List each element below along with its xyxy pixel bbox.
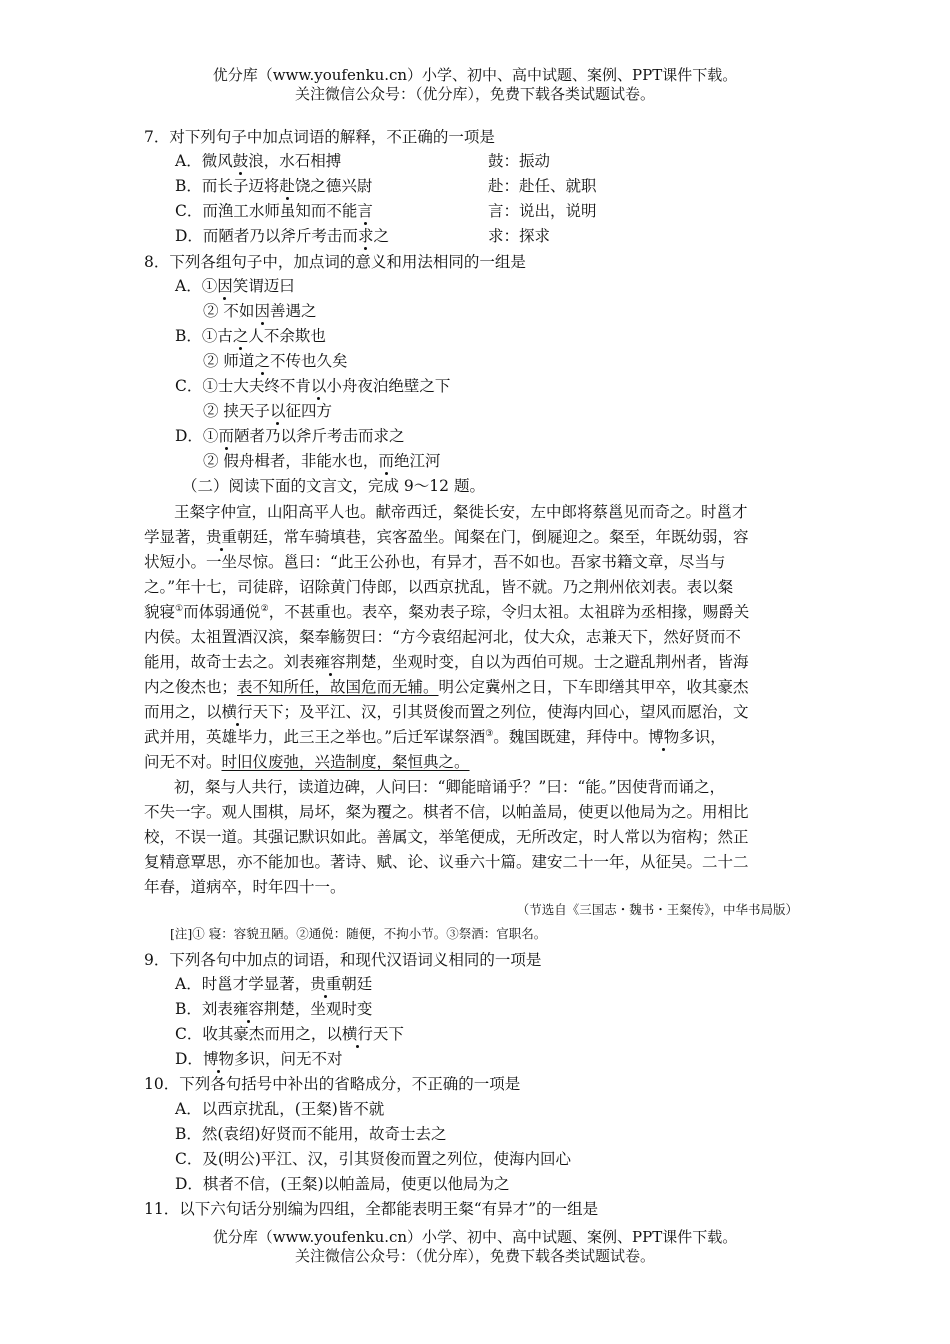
dotted-word: 而 (378, 452, 394, 470)
passage-line: 校，不误一道。其强记默识如此。善属文，举笔便成，无所改定，时人常以为宿构；然正 (144, 828, 749, 846)
text: 。魏国既建，拜侍中。 (493, 728, 649, 746)
underlined-sentence: 时旧仪废弛，兴造制度，粲恒典之。 (221, 753, 470, 771)
q7-gloss-b: 赴：赴任、就职 (488, 177, 597, 195)
dotted-word: 鼓 (232, 152, 249, 170)
passage-line (144, 752, 808, 772)
text: 浪，水石相搏 (248, 152, 342, 170)
text: 朝廷 (341, 975, 373, 993)
text: 小舟夜泊绝壁之下 (326, 377, 451, 395)
dotted-word: 以 (310, 377, 327, 395)
dotted-word: 雍容 (314, 653, 346, 671)
q11-stem: 11．以下六句话分别编为四组，全都能表明王粲“有异才”的一组是 (144, 1200, 599, 1218)
q7-option-a (175, 151, 341, 171)
passage-line: 年春，道病卒，时年四十一。 (144, 878, 346, 896)
text: D．① (175, 427, 219, 445)
dotted-word: 以 (269, 402, 286, 420)
page-header (0, 66, 950, 104)
q9-option-b (175, 999, 372, 1019)
dotted-word: 横行 (341, 1025, 373, 1043)
footnote-marker: ② (260, 603, 269, 614)
text: D．而陋者乃以斧斤考击而 (175, 227, 358, 245)
text: 明公定冀州之日，下车即缮其甲卒，收其豪杰 (438, 678, 749, 696)
source-citation: （节选自《三国志・魏书・王粲传》，中华书局版） (516, 902, 798, 917)
q7-gloss-c: 言：说出，说明 (488, 202, 597, 220)
q7-stem: 7．对下列句子中加点词语的解释，不正确的一项是 (144, 128, 495, 146)
passage-line: 之。”年十七，司徒辟，诏除黄门侍郎，以西京扰乱，皆不就。乃之荆州依刘表。表以粲 (144, 578, 734, 596)
text: 武并用，英雄毕力，此三王之举也。”后迁军谋祭酒 (144, 728, 486, 746)
q7-gloss-a: 鼓：振动 (488, 152, 551, 170)
text: 善遇之 (269, 302, 317, 320)
passage-line (144, 727, 808, 747)
text: 多识， (679, 728, 726, 746)
text: 多识，问无不对 (233, 1050, 343, 1068)
q9-option-c (175, 1024, 404, 1044)
dotted-word: 言 (357, 202, 373, 220)
text: 而体弱通侻 (183, 603, 261, 621)
q7-option-c (175, 201, 373, 221)
text: 貌寝 (144, 603, 176, 621)
text: C．而渔工水师虽知而不能 (175, 202, 358, 220)
passage-line (144, 652, 808, 672)
section-heading: （二）阅读下面的文言文，完成 9～12 题。 (182, 477, 485, 495)
footnotes: [注]① 寝：容貌丑陋。②通侻：随便，不拘小节。③祭酒：官职名。 (170, 926, 547, 941)
text: 荆楚，坐观时变，自以为西伯可规。士之避乱荆州者，皆海 (345, 653, 749, 671)
q9-option-d (175, 1049, 342, 1069)
header-line-2: 关注微信公众号：（优分库），免费下载各类试题试卷。 (294, 85, 655, 103)
dotted-word: 之 (254, 352, 270, 370)
q7-option-d (175, 226, 389, 246)
text: 笑谓迈曰 (232, 277, 295, 295)
dotted-word: 横行 (221, 703, 253, 721)
passage-line (144, 602, 808, 622)
text: ② 不如 (203, 302, 255, 320)
text: 朝廷，常车骑填巷，宾客盈坐。闻粲在门，倒屣迎之。粲至，年既幼弱，容 (237, 528, 749, 546)
q10-option-d: D．棋者不信，(王粲)以帕盖局，使更以他局为之 (175, 1175, 510, 1193)
text: 荆楚，坐观时变 (263, 1000, 373, 1018)
text: 绝江河 (393, 452, 441, 470)
footnote-marker: ① (175, 603, 184, 614)
text: A．时邕才学显著， (175, 975, 311, 993)
dotted-word: 贵重 (310, 975, 342, 993)
text: A．① (175, 277, 218, 295)
text: B．而长子迈将 (175, 177, 280, 195)
text: B．刘表 (175, 1000, 233, 1018)
underlined-sentence: 表不知所任，故国危而无辅。 (237, 678, 439, 696)
text: D． (175, 1050, 203, 1068)
q8-option-d1 (175, 426, 404, 446)
text: C．收其豪杰而用之，以 (175, 1025, 342, 1043)
passage-line: 初，粲与人共行，读道边碑，人问曰：“卿能暗诵乎？”曰：“能。”因使背而诵之， (174, 778, 725, 796)
text: 人不余欺也 (248, 327, 326, 345)
passage-line (144, 702, 808, 722)
q7-option-b (175, 176, 372, 196)
text: 内之俊杰也； (144, 678, 238, 696)
q8-option-c1 (175, 376, 450, 396)
q10-option-b: B．然(袁绍)好贤而不能用，故奇士去之 (175, 1125, 447, 1143)
dotted-word: 求 (357, 227, 374, 245)
header-line-1: 优分库（www.youfenku.cn）小学、初中、高中试题、案例、PPT课件下载。 (212, 66, 738, 84)
passage-line: 状短小。一坐尽惊。邕曰：“此王公孙也，有异才，吾不如也。吾家书籍文章，尽当与 (144, 553, 726, 571)
passage-line: 内侯。太祖置酒汉滨，粲奉觞贺曰：“方今袁绍起河北，仗大众，志兼天下，然好贤而不 (144, 628, 741, 646)
text: 饶之德兴尉 (294, 177, 373, 195)
q8-option-c2 (203, 401, 332, 421)
text: 能用，故奇士去之。刘表 (144, 653, 315, 671)
dotted-word: 之 (232, 327, 249, 345)
text: 陋者乃以斧斤考击而求之 (233, 427, 405, 445)
text: ② 挟天子 (203, 402, 270, 420)
text: A．微风 (175, 152, 233, 170)
q8-option-b1 (175, 326, 326, 346)
footer-line-1: 优分库（www.youfenku.cn）小学、初中、高中试题、案例、PPT课件下载。 (212, 1228, 738, 1246)
text: 天下 (372, 1025, 404, 1043)
passage-line: 不失一字。观人围棋，局坏，粲为覆之。棋者不信，以帕盖局，使更以他局为之。用相比 (144, 803, 749, 821)
text: 不传也久矣 (269, 352, 348, 370)
footnote-marker: ③ (485, 728, 494, 739)
q10-stem: 10．下列各句括号中补出的省略成分，不正确的一项是 (144, 1075, 521, 1093)
text: 之 (373, 227, 389, 245)
q8-option-b2 (203, 351, 347, 371)
dotted-word: 贵重 (206, 528, 238, 546)
passage-line (144, 527, 808, 547)
passage-line: 王粲字仲宣，山阳高平人也。献帝西迁，粲徙长安，左中郎将蔡邕见而奇之。时邕才 (174, 503, 748, 521)
dotted-word: 赴 (279, 177, 295, 195)
dotted-word: 因 (217, 277, 233, 295)
q8-option-a1 (175, 276, 295, 296)
q9-option-a (175, 974, 372, 994)
text: B．①古 (175, 327, 233, 345)
q8-stem: 8．下列各组句子中，加点词的意义和用法相同的一组是 (144, 253, 526, 271)
dotted-word: 而 (218, 427, 234, 445)
text: 征四方 (285, 402, 332, 420)
text: 天下；及平江、汉，引其贤俊而置之列位，使海内回心，望风而愿治，文 (252, 703, 749, 721)
q10-option-a: A．以西京扰乱，(王粲)皆不就 (175, 1100, 385, 1118)
dotted-word: 雍容 (232, 1000, 264, 1018)
text: ，不甚重也。表卒，粲劝表子琮，令归太祖。太祖辟为丞相掾，赐爵关 (268, 603, 750, 621)
q9-stem: 9．下列各句中加点的词语，和现代汉语词义相同的一项是 (144, 951, 542, 969)
dotted-word: 博物 (202, 1050, 234, 1068)
q10-option-c: C．及(明公)平江、汉，引其贤俊而置之列位，使海内回心 (175, 1150, 571, 1168)
q7-gloss-d: 求：探求 (488, 227, 551, 245)
passage-line (144, 677, 808, 697)
footer-line-2: 关注微信公众号：（优分库），免费下载各类试题试卷。 (294, 1247, 655, 1265)
q8-option-d2 (203, 451, 440, 471)
dotted-word: 博物 (648, 728, 680, 746)
text: 学显著， (144, 528, 207, 546)
text: C．①士大夫终不肯 (175, 377, 311, 395)
text: ② 假舟楫者，非能水也， (203, 452, 379, 470)
text: 而用之，以 (144, 703, 222, 721)
passage-line: 复精意覃思，亦不能加也。著诗、赋、论、议垂六十篇。建安二十一年，从征吴。二十二 (144, 853, 749, 871)
text: ② 师道 (203, 352, 255, 370)
dotted-word: 因 (254, 302, 270, 320)
q8-option-a2 (203, 301, 316, 321)
page-footer (0, 1228, 950, 1266)
text: 问无不对。 (144, 753, 222, 771)
